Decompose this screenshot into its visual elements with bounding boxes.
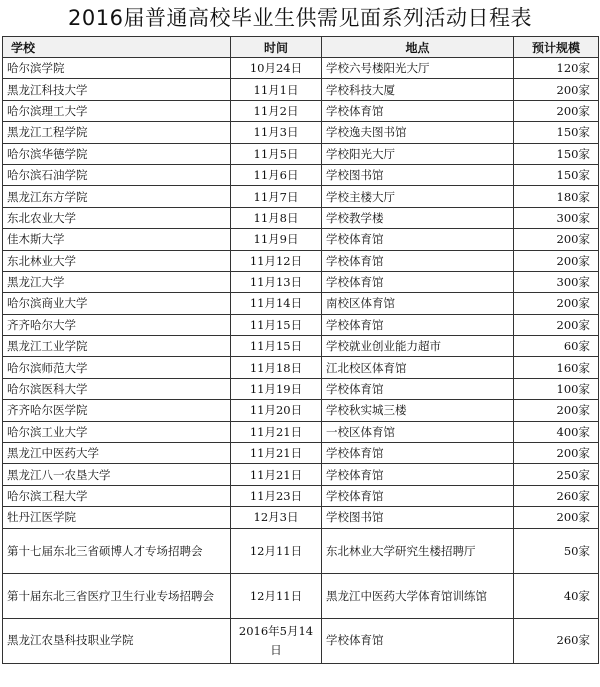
table-row	[3, 507, 599, 528]
cell-place: 学校体育馆	[322, 100, 514, 121]
cell-time: 11月15日	[231, 314, 322, 335]
cell-place: 学校体育馆	[322, 314, 514, 335]
cell-place: 学校体育馆	[322, 618, 514, 663]
table-row	[3, 485, 599, 506]
cell-school: 第十届东北三省医疗卫生行业专场招聘会	[3, 573, 231, 618]
cell-scale: 400家	[514, 421, 599, 442]
cell-school: 黑龙江大学	[3, 271, 231, 292]
table-row	[3, 400, 599, 421]
cell-school: 哈尔滨华德学院	[3, 143, 231, 164]
cell-scale: 260家	[514, 618, 599, 663]
cell-place: 学校阳光大厅	[322, 143, 514, 164]
cell-time: 12月11日	[231, 573, 322, 618]
cell-time: 11月7日	[231, 186, 322, 207]
cell-time: 12月11日	[231, 528, 322, 573]
cell-place: 学校体育馆	[322, 485, 514, 506]
cell-time: 11月9日	[231, 229, 322, 250]
cell-school: 齐齐哈尔医学院	[3, 400, 231, 421]
cell-place: 一校区体育馆	[322, 421, 514, 442]
cell-scale: 200家	[514, 79, 599, 100]
cell-time: 11月21日	[231, 443, 322, 464]
cell-school: 黑龙江中医药大学	[3, 443, 231, 464]
cell-time: 11月1日	[231, 79, 322, 100]
table-row	[3, 464, 599, 485]
cell-place: 南校区体育馆	[322, 293, 514, 314]
cell-scale: 300家	[514, 207, 599, 228]
table-row	[3, 58, 599, 79]
cell-scale: 200家	[514, 507, 599, 528]
cell-place: 学校秋实城三楼	[322, 400, 514, 421]
cell-school: 第十七届东北三省硕博人才专场招聘会	[3, 528, 231, 573]
page-title: 2016届普通高校毕业生供需见面系列活动日程表	[68, 6, 532, 30]
table-row	[3, 314, 599, 335]
table-row	[3, 271, 599, 292]
cell-place: 学校体育馆	[322, 271, 514, 292]
cell-time: 11月18日	[231, 357, 322, 378]
cell-school: 哈尔滨师范大学	[3, 357, 231, 378]
cell-school: 齐齐哈尔大学	[3, 314, 231, 335]
cell-place: 学校图书馆	[322, 164, 514, 185]
table-row	[3, 336, 599, 357]
cell-school: 哈尔滨石油学院	[3, 164, 231, 185]
header-time: 时间	[231, 37, 322, 58]
cell-time: 2016年5月14日	[231, 618, 322, 663]
cell-place: 学校体育馆	[322, 378, 514, 399]
table-row	[3, 528, 599, 573]
cell-school: 哈尔滨医科大学	[3, 378, 231, 399]
cell-time: 11月2日	[231, 100, 322, 121]
cell-scale: 200家	[514, 400, 599, 421]
table-row	[3, 250, 599, 271]
table-row	[3, 122, 599, 143]
cell-scale: 200家	[514, 229, 599, 250]
cell-time: 11月19日	[231, 378, 322, 399]
cell-school: 黑龙江工业学院	[3, 336, 231, 357]
cell-place: 学校六号楼阳光大厅	[322, 58, 514, 79]
cell-place: 学校体育馆	[322, 443, 514, 464]
cell-place: 学校逸夫图书馆	[322, 122, 514, 143]
cell-school: 黑龙江科技大学	[3, 79, 231, 100]
cell-place: 学校就业创业能力超市	[322, 336, 514, 357]
cell-school: 东北农业大学	[3, 207, 231, 228]
cell-time: 10月24日	[231, 58, 322, 79]
cell-scale: 200家	[514, 293, 599, 314]
cell-time: 11月3日	[231, 122, 322, 143]
cell-scale: 160家	[514, 357, 599, 378]
cell-time: 12月3日	[231, 507, 322, 528]
table-row	[3, 421, 599, 442]
cell-scale: 300家	[514, 271, 599, 292]
cell-place: 学校体育馆	[322, 464, 514, 485]
table-row	[3, 293, 599, 314]
table-row	[3, 207, 599, 228]
cell-scale: 150家	[514, 122, 599, 143]
cell-school: 东北林业大学	[3, 250, 231, 271]
cell-place: 学校教学楼	[322, 207, 514, 228]
cell-place: 江北校区体育馆	[322, 357, 514, 378]
header-place: 地点	[322, 37, 514, 58]
cell-school: 牡丹江医学院	[3, 507, 231, 528]
cell-scale: 180家	[514, 186, 599, 207]
header-scale: 预计规模	[514, 37, 599, 58]
cell-time: 11月21日	[231, 464, 322, 485]
cell-place: 学校图书馆	[322, 507, 514, 528]
table-header-row	[3, 37, 599, 58]
cell-scale: 250家	[514, 464, 599, 485]
cell-school: 哈尔滨理工大学	[3, 100, 231, 121]
table-row	[3, 357, 599, 378]
cell-time: 11月6日	[231, 164, 322, 185]
table-row	[3, 229, 599, 250]
cell-time: 11月13日	[231, 271, 322, 292]
cell-place: 东北林业大学研究生楼招聘厅	[322, 528, 514, 573]
cell-time: 11月20日	[231, 400, 322, 421]
cell-scale: 200家	[514, 250, 599, 271]
cell-time: 11月21日	[231, 421, 322, 442]
cell-time: 11月12日	[231, 250, 322, 271]
cell-time: 11月23日	[231, 485, 322, 506]
cell-school: 哈尔滨工业大学	[3, 421, 231, 442]
cell-scale: 100家	[514, 378, 599, 399]
cell-school: 哈尔滨学院	[3, 58, 231, 79]
table-row	[3, 100, 599, 121]
cell-time: 11月14日	[231, 293, 322, 314]
header-school: 学校	[3, 37, 231, 58]
table-row	[3, 573, 599, 618]
cell-school: 哈尔滨商业大学	[3, 293, 231, 314]
cell-scale: 200家	[514, 443, 599, 464]
cell-place: 学校体育馆	[322, 250, 514, 271]
cell-scale: 50家	[514, 528, 599, 573]
cell-scale: 60家	[514, 336, 599, 357]
cell-school: 佳木斯大学	[3, 229, 231, 250]
cell-scale: 200家	[514, 314, 599, 335]
cell-school: 黑龙江八一农垦大学	[3, 464, 231, 485]
cell-time: 11月5日	[231, 143, 322, 164]
cell-scale: 150家	[514, 164, 599, 185]
cell-place: 黑龙江中医药大学体育馆训练馆	[322, 573, 514, 618]
cell-place: 学校主楼大厅	[322, 186, 514, 207]
cell-place: 学校科技大厦	[322, 79, 514, 100]
cell-school: 黑龙江东方学院	[3, 186, 231, 207]
cell-school: 哈尔滨工程大学	[3, 485, 231, 506]
table-row	[3, 443, 599, 464]
cell-place: 学校体育馆	[322, 229, 514, 250]
cell-school: 黑龙江工程学院	[3, 122, 231, 143]
cell-scale: 260家	[514, 485, 599, 506]
cell-time: 11月15日	[231, 336, 322, 357]
cell-scale: 200家	[514, 100, 599, 121]
cell-school: 黑龙江农垦科技职业学院	[3, 618, 231, 663]
cell-scale: 150家	[514, 143, 599, 164]
table-row	[3, 79, 599, 100]
cell-time: 11月8日	[231, 207, 322, 228]
table-row	[3, 143, 599, 164]
cell-scale: 40家	[514, 573, 599, 618]
table-row	[3, 186, 599, 207]
schedule-table	[2, 36, 599, 664]
table-row	[3, 378, 599, 399]
table-row	[3, 618, 599, 663]
table-row	[3, 164, 599, 185]
cell-scale: 120家	[514, 58, 599, 79]
